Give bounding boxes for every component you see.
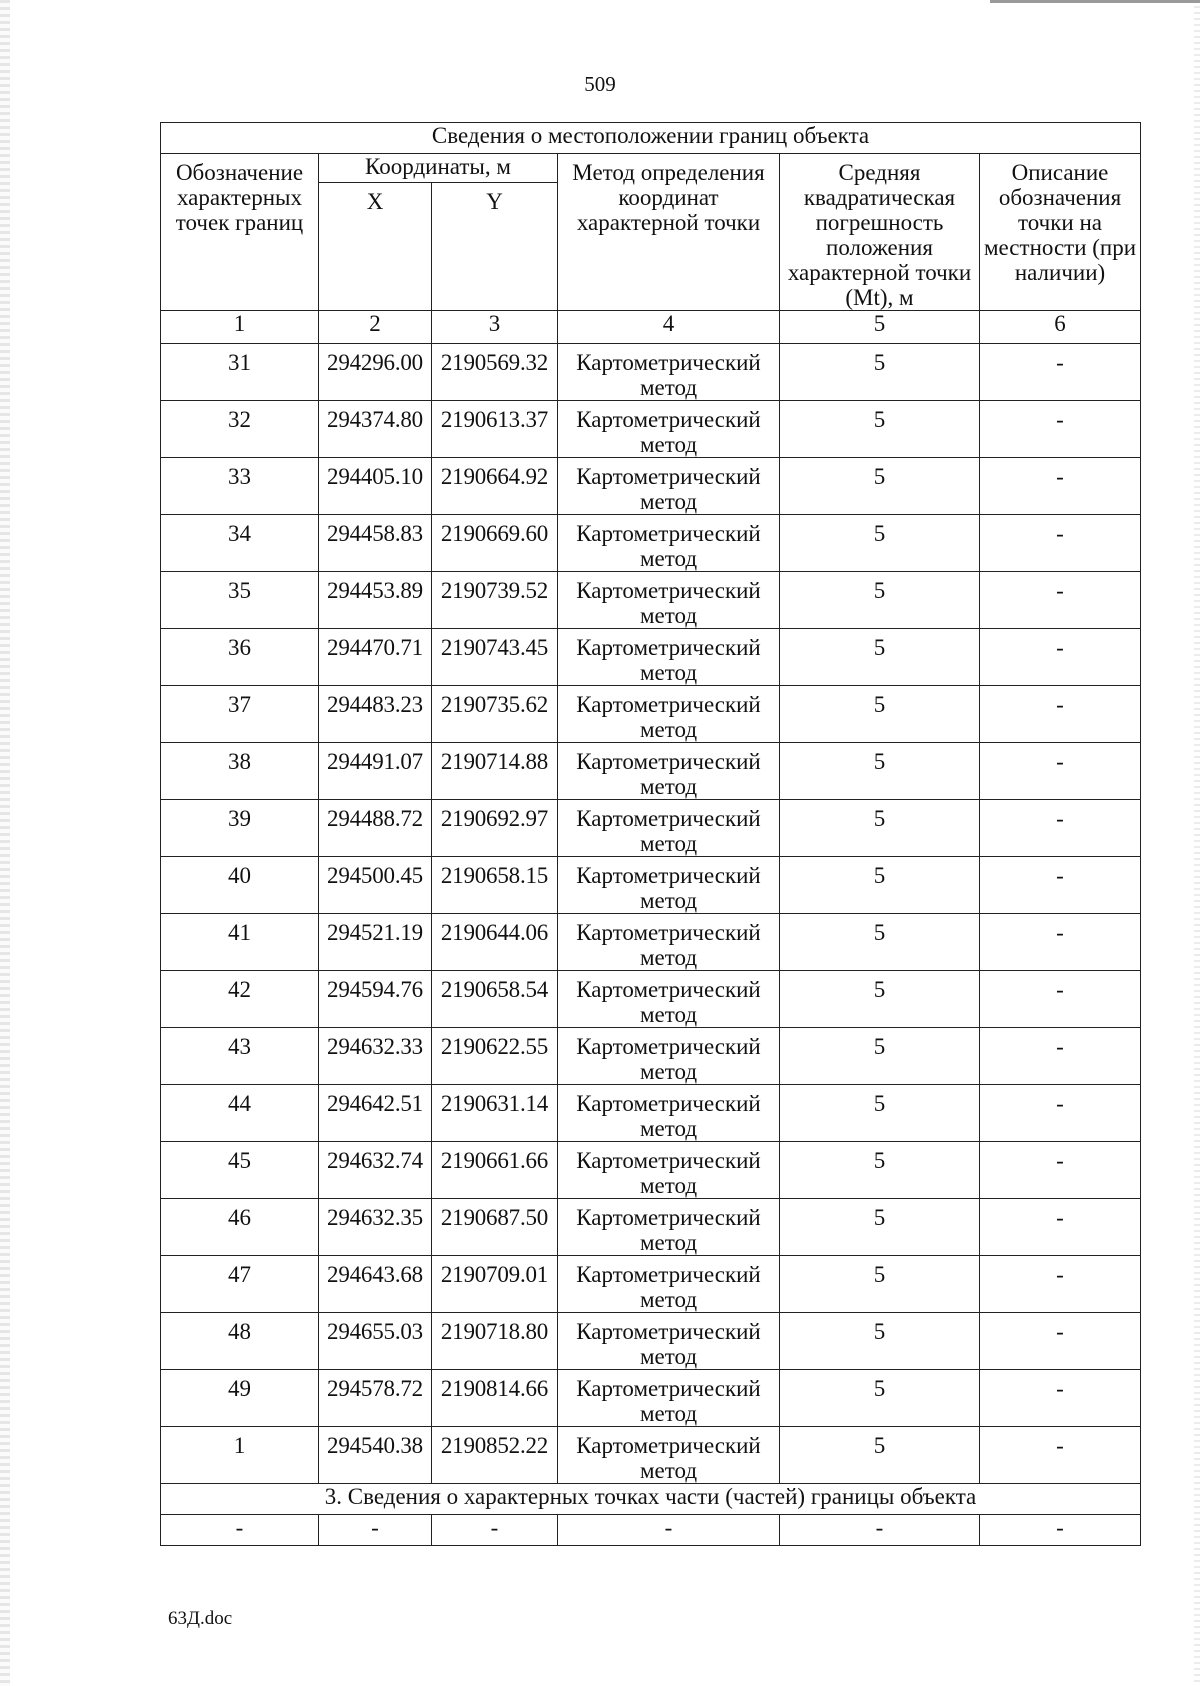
cell-x: 294470.71 (319, 629, 432, 686)
cell-error: 5 (780, 1085, 980, 1142)
table-row (161, 1028, 1141, 1085)
table-row (161, 743, 1141, 800)
table-row (161, 515, 1141, 572)
cell-x: 294632.33 (319, 1028, 432, 1085)
cell-x: 294500.45 (319, 857, 432, 914)
cell-y: 2190739.52 (432, 572, 558, 629)
table-row (161, 1085, 1141, 1142)
column-number: 6 (980, 311, 1141, 344)
cell-method: Картометрический метод (558, 572, 780, 629)
cell-x: 294405.10 (319, 458, 432, 515)
table-row (161, 458, 1141, 515)
cell-method: Картометрический метод (558, 629, 780, 686)
header-point: Обозначение характерных точек границ (161, 154, 319, 311)
cell-description: - (980, 971, 1141, 1028)
cell-error: 5 (780, 1370, 980, 1427)
cell-point: 43 (161, 1028, 319, 1085)
cell-error: 5 (780, 344, 980, 401)
cell-x: 294643.68 (319, 1256, 432, 1313)
header-coords: Координаты, м (319, 154, 558, 183)
cell-method: Картометрический метод (558, 1370, 780, 1427)
cell-point: 49 (161, 1370, 319, 1427)
cell-x: 294296.00 (319, 344, 432, 401)
table-row (161, 914, 1141, 971)
cell-point: 36 (161, 629, 319, 686)
cell-method: Картометрический метод (558, 800, 780, 857)
cell-method: Картометрический метод (558, 1199, 780, 1256)
cell-method: Картометрический метод (558, 1256, 780, 1313)
cell-point: 37 (161, 686, 319, 743)
cell-point: 41 (161, 914, 319, 971)
header-y: Y (432, 183, 558, 311)
cell-point: 32 (161, 401, 319, 458)
header-x: X (319, 183, 432, 311)
cell-point: 42 (161, 971, 319, 1028)
table-row (161, 971, 1141, 1028)
scan-edge-left (0, 0, 10, 1686)
column-number: 5 (780, 311, 980, 344)
cell-method: Картометрический метод (558, 857, 780, 914)
cell-error: 5 (780, 572, 980, 629)
cell-description: - (980, 1142, 1141, 1199)
cell-x: 294488.72 (319, 800, 432, 857)
cell-error: 5 (780, 1313, 980, 1370)
footer-file-name: 63Д.doc (168, 1608, 233, 1629)
cell-method: Картометрический метод (558, 344, 780, 401)
empty-cell: - (319, 1515, 432, 1546)
cell-x: 294491.07 (319, 743, 432, 800)
cell-y: 2190714.88 (432, 743, 558, 800)
cell-error: 5 (780, 1427, 980, 1484)
cell-description: - (980, 1028, 1141, 1085)
cell-y: 2190644.06 (432, 914, 558, 971)
cell-point: 47 (161, 1256, 319, 1313)
cell-description: - (980, 629, 1141, 686)
table-row (161, 800, 1141, 857)
cell-method: Картометрический метод (558, 686, 780, 743)
table-row (161, 401, 1141, 458)
cell-description: - (980, 344, 1141, 401)
cell-x: 294594.76 (319, 971, 432, 1028)
cell-description: - (980, 1427, 1141, 1484)
cell-point: 34 (161, 515, 319, 572)
cell-y: 2190664.92 (432, 458, 558, 515)
cell-error: 5 (780, 686, 980, 743)
cell-error: 5 (780, 401, 980, 458)
cell-y: 2190687.50 (432, 1199, 558, 1256)
cell-y: 2190692.97 (432, 800, 558, 857)
cell-y: 2190631.14 (432, 1085, 558, 1142)
table-row (161, 1313, 1141, 1370)
empty-cell: - (780, 1515, 980, 1546)
cell-method: Картометрический метод (558, 914, 780, 971)
cell-description: - (980, 914, 1141, 971)
table-caption: Сведения о местоположении границ объекта (161, 123, 1141, 154)
empty-cell: - (432, 1515, 558, 1546)
cell-y: 2190569.32 (432, 344, 558, 401)
cell-point: 45 (161, 1142, 319, 1199)
header-description: Описание обозначения точки на местности (при наличии) (980, 154, 1141, 311)
table-row (161, 1427, 1141, 1484)
cell-y: 2190718.80 (432, 1313, 558, 1370)
table-row (161, 1256, 1141, 1313)
cell-x: 294540.38 (319, 1427, 432, 1484)
cell-x: 294632.74 (319, 1142, 432, 1199)
cell-description: - (980, 1085, 1141, 1142)
table-row (161, 629, 1141, 686)
page-number: 509 (584, 72, 616, 96)
cell-description: - (980, 1256, 1141, 1313)
cell-method: Картометрический метод (558, 458, 780, 515)
cell-method: Картометрический метод (558, 1085, 780, 1142)
table-row (161, 1142, 1141, 1199)
table-row (161, 1370, 1141, 1427)
cell-x: 294458.83 (319, 515, 432, 572)
cell-point: 1 (161, 1427, 319, 1484)
boundary-coordinates-table (160, 122, 1141, 1546)
cell-method: Картометрический метод (558, 401, 780, 458)
empty-cell: - (558, 1515, 780, 1546)
cell-error: 5 (780, 1256, 980, 1313)
cell-y: 2190622.55 (432, 1028, 558, 1085)
column-number: 3 (432, 311, 558, 344)
header-method: Метод определения координат характерной точки (558, 154, 780, 311)
cell-x: 294578.72 (319, 1370, 432, 1427)
empty-cell: - (980, 1515, 1141, 1546)
cell-x: 294483.23 (319, 686, 432, 743)
cell-point: 31 (161, 344, 319, 401)
column-number: 4 (558, 311, 780, 344)
cell-error: 5 (780, 971, 980, 1028)
cell-error: 5 (780, 458, 980, 515)
cell-method: Картометрический метод (558, 515, 780, 572)
cell-description: - (980, 458, 1141, 515)
cell-error: 5 (780, 743, 980, 800)
cell-x: 294453.89 (319, 572, 432, 629)
cell-description: - (980, 1199, 1141, 1256)
cell-x: 294632.35 (319, 1199, 432, 1256)
cell-method: Картометрический метод (558, 1142, 780, 1199)
cell-y: 2190743.45 (432, 629, 558, 686)
table-row (161, 572, 1141, 629)
cell-y: 2190709.01 (432, 1256, 558, 1313)
cell-description: - (980, 800, 1141, 857)
cell-y: 2190735.62 (432, 686, 558, 743)
column-number: 1 (161, 311, 319, 344)
table-row (161, 344, 1141, 401)
cell-y: 2190852.22 (432, 1427, 558, 1484)
table-row (161, 857, 1141, 914)
cell-x: 294521.19 (319, 914, 432, 971)
cell-error: 5 (780, 1199, 980, 1256)
cell-point: 33 (161, 458, 319, 515)
cell-error: 5 (780, 1028, 980, 1085)
cell-x: 294374.80 (319, 401, 432, 458)
cell-point: 44 (161, 1085, 319, 1142)
cell-error: 5 (780, 857, 980, 914)
table-row (161, 686, 1141, 743)
cell-method: Картометрический метод (558, 1313, 780, 1370)
cell-y: 2190814.66 (432, 1370, 558, 1427)
cell-error: 5 (780, 914, 980, 971)
cell-y: 2190661.66 (432, 1142, 558, 1199)
cell-description: - (980, 686, 1141, 743)
cell-error: 5 (780, 800, 980, 857)
cell-point: 40 (161, 857, 319, 914)
subsection-title: 3. Сведения о характерных точках части (частей) границы объекта (161, 1484, 1141, 1515)
table-row (161, 1199, 1141, 1256)
column-number: 2 (319, 311, 432, 344)
cell-description: - (980, 572, 1141, 629)
cell-x: 294642.51 (319, 1085, 432, 1142)
cell-point: 35 (161, 572, 319, 629)
cell-error: 5 (780, 515, 980, 572)
cell-description: - (980, 857, 1141, 914)
cell-error: 5 (780, 629, 980, 686)
cell-y: 2190658.15 (432, 857, 558, 914)
cell-description: - (980, 401, 1141, 458)
cell-point: 38 (161, 743, 319, 800)
scan-edge-top (990, 0, 1200, 3)
cell-description: - (980, 515, 1141, 572)
cell-method: Картометрический метод (558, 971, 780, 1028)
cell-point: 48 (161, 1313, 319, 1370)
cell-error: 5 (780, 1142, 980, 1199)
cell-description: - (980, 743, 1141, 800)
header-error: Средняя квадратическая погрешность положения характерной точки (Mt), м (780, 154, 980, 311)
cell-y: 2190669.60 (432, 515, 558, 572)
cell-point: 39 (161, 800, 319, 857)
empty-cell: - (161, 1515, 319, 1546)
cell-point: 46 (161, 1199, 319, 1256)
cell-method: Картометрический метод (558, 1028, 780, 1085)
cell-description: - (980, 1370, 1141, 1427)
cell-method: Картометрический метод (558, 743, 780, 800)
cell-y: 2190658.54 (432, 971, 558, 1028)
cell-description: - (980, 1313, 1141, 1370)
cell-x: 294655.03 (319, 1313, 432, 1370)
scan-edge-right (1194, 0, 1200, 1686)
cell-y: 2190613.37 (432, 401, 558, 458)
cell-method: Картометрический метод (558, 1427, 780, 1484)
